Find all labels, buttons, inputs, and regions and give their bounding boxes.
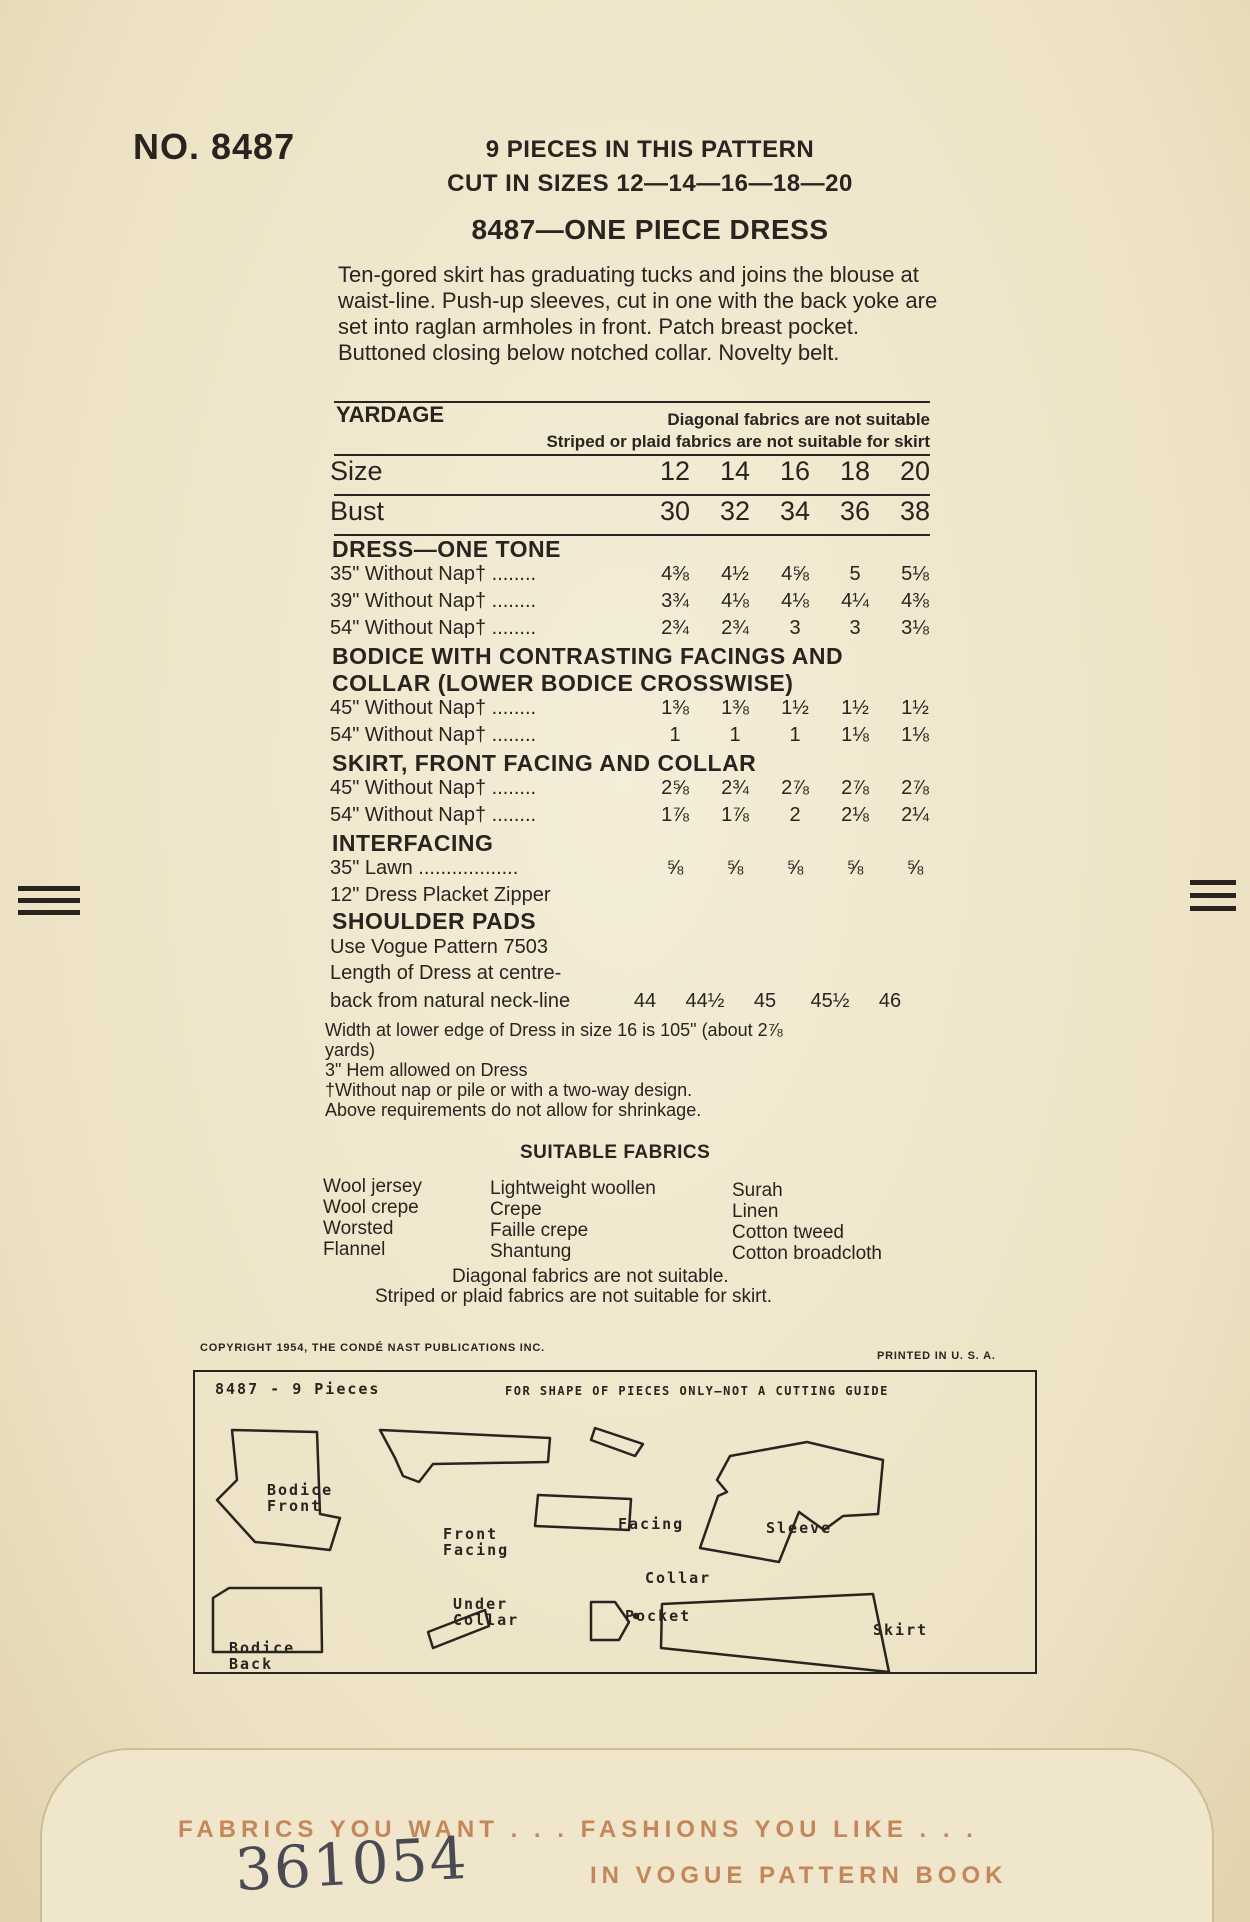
yardage-value: 1½ xyxy=(781,697,809,719)
yardage-value: 2⅞ xyxy=(901,777,929,799)
yardage-value: 2¾ xyxy=(721,777,749,799)
yardage-value: 1 xyxy=(789,724,801,746)
yardage-row xyxy=(330,590,950,616)
piece-label-skirt: Skirt xyxy=(873,1621,929,1639)
size-label: Size xyxy=(330,456,383,486)
fold-mark-left xyxy=(18,886,80,891)
length-label-2: back from natural neck-line xyxy=(330,990,571,1012)
pattern-number: NO. 8487 xyxy=(133,126,296,167)
yardage-value: 2⅞ xyxy=(841,777,869,799)
yardage-value: 1 xyxy=(669,724,681,746)
pattern-description: Ten-gored skirt has graduating tucks and joins the blouse at waist-line. Push-up sleeves, cut in one with the back yoke are set into raglan armholes in front. Patch breast pocket. Buttoned closing below notched collar. Novelty belt. xyxy=(338,262,938,365)
fabric-item: Wool crepe xyxy=(323,1197,419,1218)
fold-mark-left xyxy=(18,910,80,915)
length-value: 45½ xyxy=(810,990,850,1012)
yardage-row xyxy=(330,697,950,723)
yardage-note-diagonal: Diagonal fabrics are not suitable xyxy=(667,410,930,429)
yardage-note-striped: Striped or plaid fabrics are not suitable for skirt xyxy=(546,432,930,451)
fabric-width-label: 54" Without Nap† ........ xyxy=(330,724,537,746)
yardage-row xyxy=(330,617,950,643)
piece-label-facing: Facing xyxy=(618,1515,685,1533)
size-value: 12 xyxy=(659,456,691,486)
collar-shape xyxy=(535,1495,631,1530)
pattern-title: 8487—ONE PIECE DRESS xyxy=(471,214,829,245)
facing-shape xyxy=(591,1428,643,1456)
size-value: 20 xyxy=(899,456,931,486)
piece-label-pocket: Pocket xyxy=(625,1607,692,1625)
fabric-width-label: 54" Without Nap† ........ xyxy=(330,804,537,826)
diagram-subtitle: FOR SHAPE OF PIECES ONLY—NOT A CUTTING GUIDE xyxy=(505,1384,889,1398)
yardage-value: ⅝ xyxy=(726,857,744,879)
piece-label-bodice-back: Bodice Back xyxy=(229,1639,296,1673)
yardage-value: 2¾ xyxy=(721,617,749,639)
fabric-width-label: 35" Without Nap† ........ xyxy=(330,563,537,585)
yardage-row xyxy=(330,777,950,803)
copyright: COPYRIGHT 1954, THE CONDÉ NAST PUBLICATIONS INC. xyxy=(200,1342,546,1354)
size-value: 16 xyxy=(779,456,811,486)
shrinkage-note: Above requirements do not allow for shrinkage. xyxy=(325,1100,702,1120)
piece-label-under-collar: Under Collar xyxy=(453,1595,520,1629)
fabric-item: Crepe xyxy=(490,1199,542,1220)
yardage-value: 4⅜ xyxy=(661,563,689,585)
width-note-2: yards) xyxy=(325,1040,376,1060)
length-row xyxy=(330,990,950,1016)
fold-mark-right xyxy=(1190,906,1236,911)
piece-label-bodice-front: Bodice Front xyxy=(267,1481,334,1515)
yardage-value: 1⅜ xyxy=(661,697,689,719)
yardage-value: 3 xyxy=(849,617,861,639)
length-value: 46 xyxy=(878,990,902,1012)
skirt-shape xyxy=(661,1594,889,1672)
yardage-value: 1⅜ xyxy=(721,697,749,719)
slogan-line-2: IN VOGUE PATTERN BOOK xyxy=(590,1862,1008,1889)
yardage-value: 5⅛ xyxy=(901,563,929,585)
fabric-width-label: 39" Without Nap† ........ xyxy=(330,590,537,612)
stamped-number: 361054 xyxy=(233,1823,471,1905)
yardage-value: 5 xyxy=(849,563,861,585)
yardage-row xyxy=(330,563,950,589)
nap-note: †Without nap or pile or with a two-way design. xyxy=(325,1080,693,1100)
pocket-shape xyxy=(591,1602,629,1640)
yardage-value: 4½ xyxy=(721,563,749,585)
fabric-item: Faille crepe xyxy=(490,1220,589,1241)
fabric-item: Lightweight woollen xyxy=(490,1178,656,1199)
bust-row xyxy=(330,496,950,526)
fabric-list-col3 xyxy=(732,1180,882,1264)
piece-label-sleeve: Sleeve xyxy=(766,1519,833,1537)
section-title-bodice-2: COLLAR (LOWER BODICE CROSSWISE) xyxy=(332,670,794,696)
yardage-row xyxy=(330,804,950,830)
section-title-bodice: BODICE WITH CONTRASTING FACINGS AND xyxy=(332,643,844,669)
slogan-line-1: FABRICS YOU WANT . . . FASHIONS YOU LIKE . . . xyxy=(178,1816,978,1843)
yardage-value: ⅝ xyxy=(906,857,924,879)
yardage-row xyxy=(330,724,950,750)
yardage-value: 4⅝ xyxy=(781,563,809,585)
yardage-value: 1⅛ xyxy=(841,724,869,746)
yardage-value: 3⅛ xyxy=(901,617,929,639)
yardage-value: 2¾ xyxy=(661,617,689,639)
yardage-row xyxy=(330,857,950,883)
yardage-value: 1 xyxy=(729,724,741,746)
fabric-width-label: 35" Lawn .................. xyxy=(330,857,519,879)
fabric-item: Linen xyxy=(732,1201,779,1222)
yardage-value: 4⅛ xyxy=(721,590,749,612)
fabric-list-col1 xyxy=(323,1176,422,1260)
sleeve-shape xyxy=(700,1442,883,1562)
yardage-value: 2⅞ xyxy=(781,777,809,799)
printed-in: PRINTED IN U. S. A. xyxy=(877,1350,996,1362)
yardage-value: 1⅞ xyxy=(661,804,689,826)
length-label: Length of Dress at centre- xyxy=(330,962,562,984)
fabric-item: Wool jersey xyxy=(323,1176,422,1197)
yardage-value: 1⅛ xyxy=(901,724,929,746)
section-title-interfacing: INTERFACING xyxy=(332,830,494,856)
fabric-item: Surah xyxy=(732,1180,783,1201)
yardage-value: 2 xyxy=(789,804,801,826)
size-value: 14 xyxy=(719,456,751,486)
fabric-width-label: 45" Without Nap† ........ xyxy=(330,697,537,719)
zipper-note: 12" Dress Placket Zipper xyxy=(330,884,551,906)
pieces-count: 9 PIECES IN THIS PATTERN xyxy=(485,136,815,163)
fabric-item: Cotton tweed xyxy=(732,1222,844,1243)
front-facing-shape xyxy=(380,1430,550,1482)
bust-value: 34 xyxy=(779,496,811,526)
diagram-title: 8487 - 9 Pieces xyxy=(215,1380,381,1398)
length-value: 44 xyxy=(633,990,657,1012)
pieces-diagram xyxy=(193,1370,1037,1674)
yardage-value: ⅝ xyxy=(666,857,684,879)
yardage-value: 4¼ xyxy=(841,590,869,612)
fold-mark-right xyxy=(1190,893,1236,898)
fabric-width-label: 45" Without Nap† ........ xyxy=(330,777,537,799)
bust-value: 36 xyxy=(839,496,871,526)
yardage-value: 1½ xyxy=(901,697,929,719)
yardage-value: 3¾ xyxy=(661,590,689,612)
size-row xyxy=(330,456,950,486)
bust-label: Bust xyxy=(330,496,385,526)
piece-label-collar: Collar xyxy=(645,1569,712,1587)
fabric-item: Cotton broadcloth xyxy=(732,1243,882,1264)
yardage-value: 1⅞ xyxy=(721,804,749,826)
section-title-skirt: SKIRT, FRONT FACING AND COLLAR xyxy=(332,750,757,776)
hem-note: 3" Hem allowed on Dress xyxy=(325,1060,528,1080)
yardage-value: ⅝ xyxy=(786,857,804,879)
yardage-value: ⅝ xyxy=(846,857,864,879)
fabric-width-label: 54" Without Nap† ........ xyxy=(330,617,537,639)
yardage-value: 2¼ xyxy=(901,804,929,826)
bust-value: 32 xyxy=(719,496,751,526)
size-value: 18 xyxy=(839,456,871,486)
shoulder-pads-note: Use Vogue Pattern 7503 xyxy=(330,936,548,958)
suitable-fabrics-title: SUITABLE FABRICS xyxy=(520,1142,711,1163)
section-title-shoulder-pads: SHOULDER PADS xyxy=(332,908,537,934)
fabric-note-diagonal: Diagonal fabrics are not suitable. xyxy=(452,1266,729,1287)
section-title-dress: DRESS—ONE TONE xyxy=(332,536,561,562)
fabric-list-col2 xyxy=(490,1178,656,1262)
yardage-value: 4⅛ xyxy=(781,590,809,612)
fold-mark-left xyxy=(18,898,80,903)
length-value: 44½ xyxy=(685,990,725,1012)
length-value: 45 xyxy=(753,990,777,1012)
fabric-item: Flannel xyxy=(323,1239,386,1260)
fabric-note-striped: Striped or plaid fabrics are not suitable for skirt. xyxy=(375,1286,773,1307)
yardage-title: YARDAGE xyxy=(336,402,444,427)
bust-value: 38 xyxy=(899,496,931,526)
bust-value: 30 xyxy=(659,496,691,526)
fold-mark-right xyxy=(1190,880,1236,885)
yardage-value: 2⅝ xyxy=(661,777,689,799)
width-note: Width at lower edge of Dress in size 16 is 105" (about 2⅞ xyxy=(325,1020,783,1040)
yardage-value: 4⅜ xyxy=(901,590,929,612)
fabric-item: Shantung xyxy=(490,1241,572,1262)
fabric-item: Worsted xyxy=(323,1218,394,1239)
yardage-value: 2⅛ xyxy=(841,804,869,826)
yardage-value: 1½ xyxy=(841,697,869,719)
yardage-value: 3 xyxy=(789,617,801,639)
piece-label-front-facing: Front Facing xyxy=(443,1525,510,1559)
sizes-line: CUT IN SIZES 12—14—16—18—20 xyxy=(447,170,853,197)
